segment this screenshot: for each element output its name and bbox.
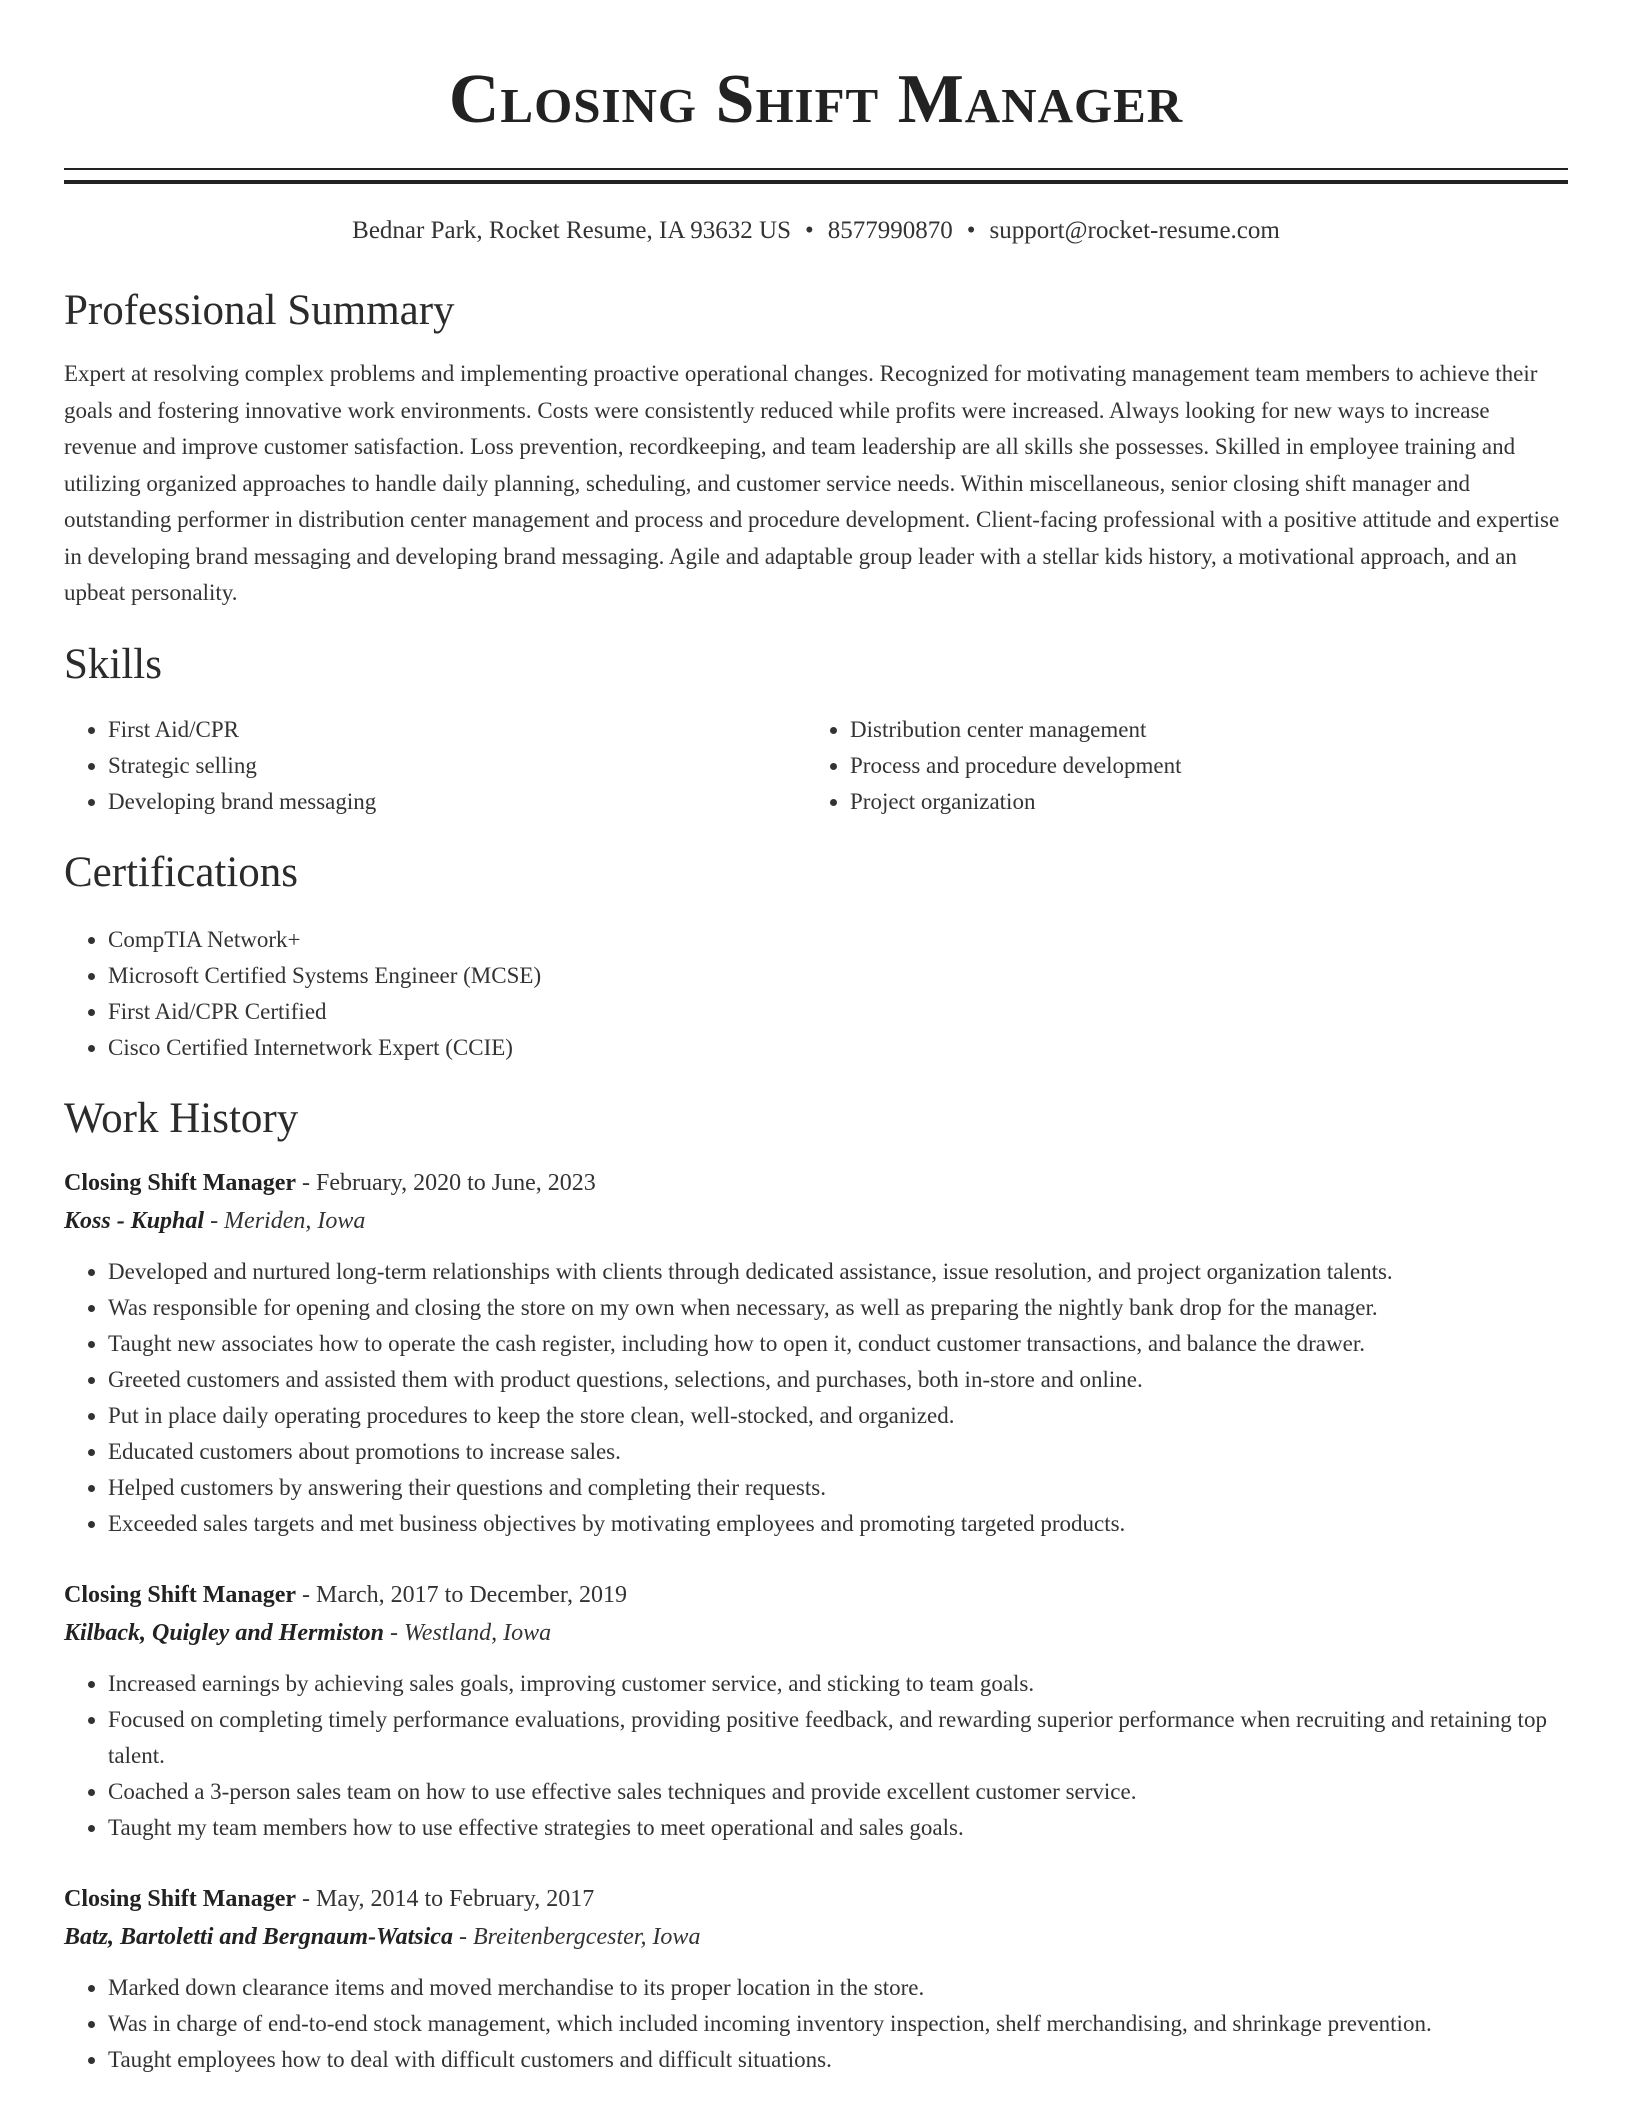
job-company-line bbox=[64, 1918, 1568, 1956]
job-duty: • Increased earnings by achieving sales goals, improving customer service, and sticking to team goals. bbox=[108, 1666, 1568, 1702]
job-dates: - March, 2017 to December, 2019 bbox=[296, 1581, 627, 1608]
job-company-line bbox=[64, 1614, 1568, 1652]
job-duties-list bbox=[64, 1254, 1568, 1542]
job-company-line bbox=[64, 1202, 1568, 1240]
skill-item: • Project organization bbox=[850, 784, 1548, 820]
contact-phone: 8577990870 bbox=[827, 217, 953, 244]
job-entry bbox=[64, 1576, 1568, 1846]
job-title-line bbox=[64, 1164, 1568, 1202]
job-duty: • Exceeded sales targets and met business objectives by motivating employees and promoting targeted products. bbox=[108, 1506, 1568, 1542]
skill-item: • Developing brand messaging bbox=[108, 784, 806, 820]
job-duty: • Focused on completing timely performance evaluations, providing positive feedback, and rewarding superior performance when recruiting and retaining top talent. bbox=[108, 1702, 1568, 1774]
job-duty: • Educated customers about promotions to increase sales. bbox=[108, 1434, 1568, 1470]
skill-item: • Strategic selling bbox=[108, 748, 806, 784]
job-duty: • Helped customers by answering their questions and completing their requests. bbox=[108, 1470, 1568, 1506]
skills-list-left bbox=[64, 712, 806, 820]
skills-grid bbox=[64, 712, 1568, 820]
contact-line bbox=[64, 216, 1568, 246]
skill-item: • Process and procedure development bbox=[850, 748, 1548, 784]
skills-list-right bbox=[806, 712, 1548, 820]
skill-item: • First Aid/CPR bbox=[108, 712, 806, 748]
job-company: Batz, Bartoletti and Bergnaum-Watsica bbox=[64, 1923, 453, 1950]
certification-item: • CompTIA Network+ bbox=[108, 922, 1568, 958]
contact-address: Bednar Park, Rocket Resume, IA 93632 US bbox=[352, 217, 791, 244]
job-location: - Meriden, Iowa bbox=[204, 1207, 366, 1234]
job-location: - Westland, Iowa bbox=[384, 1619, 552, 1646]
contact-separator: • bbox=[966, 217, 976, 244]
job-duty: • Taught employees how to deal with difficult customers and difficult situations. bbox=[108, 2042, 1568, 2078]
job-title-line bbox=[64, 1880, 1568, 1918]
job-duty: • Was in charge of end-to-end stock management, which included incoming inventory inspection, shelf merchandising, and shrinkage prevention. bbox=[108, 2006, 1568, 2042]
contact-email: support@rocket-resume.com bbox=[989, 217, 1280, 244]
job-duties-list bbox=[64, 1970, 1568, 2078]
summary-heading: Professional Summary bbox=[64, 287, 455, 334]
skills-column-right bbox=[806, 712, 1548, 820]
job-role: Closing Shift Manager bbox=[64, 1885, 297, 1912]
job-duty: • Was responsible for opening and closing the store on my own when necessary, as well as preparing the nightly bank drop for the manager. bbox=[108, 1290, 1568, 1326]
job-entry bbox=[64, 1880, 1568, 2078]
job-duty: • Coached a 3-person sales team on how to use effective sales techniques and provide excellent customer service. bbox=[108, 1774, 1568, 1810]
skills-column-left bbox=[64, 712, 806, 820]
job-company: Kilback, Quigley and Hermiston bbox=[64, 1619, 385, 1646]
skills-heading: Skills bbox=[64, 640, 162, 688]
certifications-heading: Certifications bbox=[64, 848, 299, 896]
job-duty: • Developed and nurtured long-term relationships with clients through dedicated assistance, issue resolution, and project organization talents. bbox=[108, 1254, 1568, 1290]
job-duty: • Greeted customers and assisted them with product questions, selections, and purchases, both in-store and online. bbox=[108, 1362, 1568, 1398]
job-duty: • Marked down clearance items and moved merchandise to its proper location in the store. bbox=[108, 1970, 1568, 2006]
job-entry bbox=[64, 1164, 1568, 1542]
job-duties-list bbox=[64, 1666, 1568, 1846]
summary-paragraph: Expert at resolving complex problems and implementing proactive operational changes. Recognized for motivating management team members to achieve their goals and fostering innovative work environments. Costs were consistently reduced while profits were increased. Always looking for new ways to increase revenue and improve customer satisfaction. Loss prevention, recordkeeping, and team leadership are all skills she possesses. Skilled in employee training and utilizing organized approaches to handle daily planning, scheduling, and customer service needs. Within miscellaneous, senior closing shift manager and outstanding performer in distribution center management and process and procedure development. Client-facing professional with a positive attitude and expertise in developing brand messaging and developing brand messaging. Agile and adaptable group leader with a stellar kids history, a motivational approach, and an upbeat personality. bbox=[64, 361, 1560, 605]
header-double-rule bbox=[64, 168, 1568, 184]
job-duty: • Taught my team members how to use effective strategies to meet operational and sales goals. bbox=[108, 1810, 1568, 1846]
job-duty: • Put in place daily operating procedures to keep the store clean, well-stocked, and organized. bbox=[108, 1398, 1568, 1434]
job-duty: • Taught new associates how to operate the cash register, including how to open it, conduct customer transactions, and balance the drawer. bbox=[108, 1326, 1568, 1362]
job-role: Closing Shift Manager bbox=[64, 1581, 297, 1608]
certification-item: • First Aid/CPR Certified bbox=[108, 994, 1568, 1030]
job-role: Closing Shift Manager bbox=[64, 1169, 297, 1196]
contact-separator: • bbox=[805, 217, 814, 244]
job-dates: - February, 2020 to June, 2023 bbox=[296, 1169, 596, 1196]
certifications-list bbox=[64, 922, 1568, 1066]
job-company: Koss - Kuphal bbox=[64, 1207, 205, 1234]
job-dates: - May, 2014 to February, 2017 bbox=[296, 1885, 595, 1912]
certification-item: • Cisco Certified Internetwork Expert (CCIE) bbox=[108, 1030, 1568, 1066]
certification-item: • Microsoft Certified Systems Engineer (MCSE) bbox=[108, 958, 1568, 994]
resume-name: Closing Shift Manager bbox=[448, 61, 1184, 138]
job-location: - Breitenbergcester, Iowa bbox=[452, 1923, 701, 1950]
work-history-heading: Work History bbox=[64, 1094, 299, 1142]
job-title-line bbox=[64, 1576, 1568, 1614]
skill-item: • Distribution center management bbox=[850, 712, 1548, 748]
